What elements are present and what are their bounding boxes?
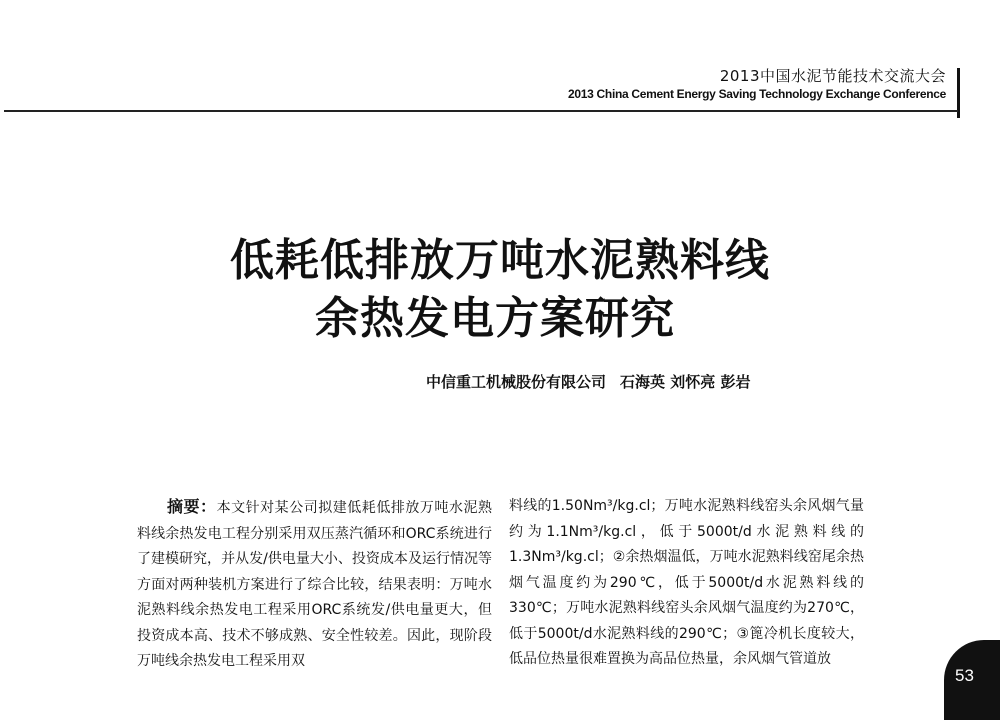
title-line-2: 余热发电方案研究 [315, 293, 675, 344]
conference-title-cn: 2013中国水泥节能技术交流大会 [719, 67, 946, 85]
affiliation: 中信重工机械股份有限公司 [426, 373, 607, 391]
body-paragraph: 料线的1.50Nm³/kg.cl；万吨水泥熟料线窑头余风烟气量约为1.1Nm³/kg.cl，低于5000t/d水泥熟料线的1.3Nm³/kg.cl；②余热烟温低，万吨水泥熟料线窑尾余热烟气温度约为290℃，低于5000t/d水泥熟料线的330℃；万吨水泥熟料线窑头余风烟气温度约为270℃，低于5000t/d水泥熟料线的290℃；③篦冷机长度较大，低品位热量很难置换为高品位热量，余风烟气管道放 [509, 498, 864, 667]
abstract-label: 摘要： [167, 497, 217, 516]
title-line-1: 低耗低排放万吨水泥熟料线 [230, 235, 770, 286]
author-names: 石海英 刘怀亮 彭岩 [620, 373, 751, 391]
conference-title-en: 2013 China Cement Energy Saving Technology Exchange Conference [568, 87, 946, 101]
body-column-right [509, 494, 864, 673]
conference-header [568, 66, 946, 102]
header-rule [4, 110, 958, 112]
page-number: 53 [955, 666, 974, 685]
author-line [426, 371, 750, 393]
abstract-text: 本文针对某公司拟建低耗低排放万吨水泥熟料线余热发电工程分别采用双压蒸汽循环和ORC系统进行了建模研究，并从发/供电量大小、投资成本及运行情况等方面对两种装机方案进行了综合比较，结果表明：万吨水泥熟料线余热发电工程采用ORC系统发/供电量更大，但投资成本高、技术不够成熟、安全性较差。因此，现阶段万吨线余热发电工程采用双 [137, 500, 492, 669]
abstract-paragraph [137, 494, 492, 675]
abstract-column [137, 494, 492, 675]
paper-title [0, 232, 1000, 348]
